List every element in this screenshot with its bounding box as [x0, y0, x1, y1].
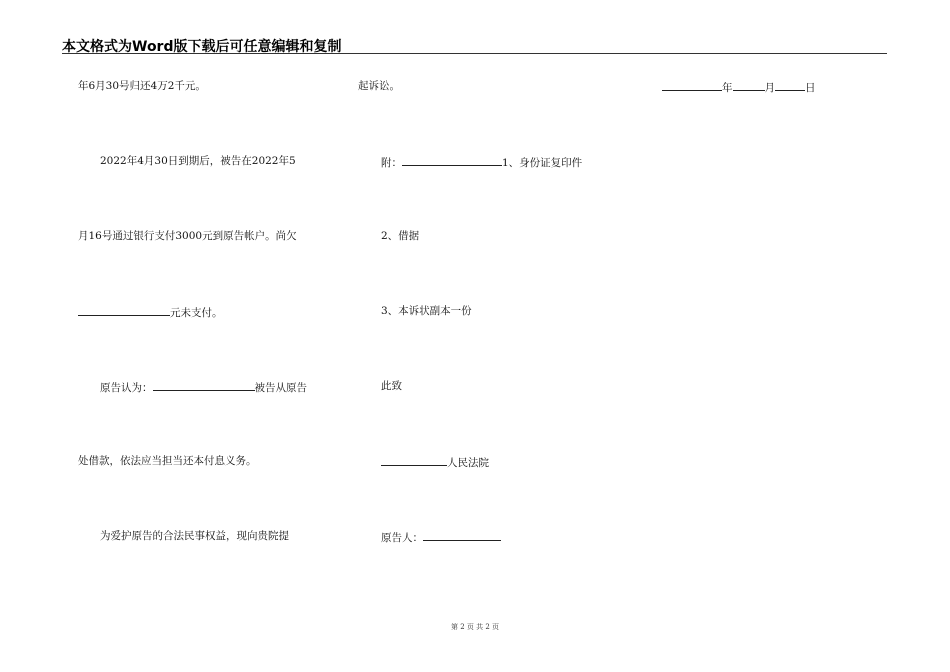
attachment-item-3: 3、本诉状副本一份 [381, 305, 472, 317]
left-line-5-suffix: 被告从原告 [254, 382, 307, 394]
reason-blank [153, 380, 255, 391]
page-number-footer: 第 2 页 共 2 页 [450, 623, 500, 631]
attachment-item-1: 1、身份证复印件 [502, 157, 583, 169]
year-blank [662, 80, 722, 91]
date-line [662, 80, 816, 94]
court-label: 人民法院 [447, 457, 489, 469]
month-label: 月 [764, 82, 775, 94]
year-label: 年 [722, 82, 733, 94]
middle-line-1: 起诉讼。 [358, 80, 400, 92]
attachments-blank [402, 155, 502, 166]
attachments-label: 附： [381, 157, 402, 169]
month-blank [733, 80, 765, 91]
left-line-5 [100, 380, 307, 394]
left-line-3: 月16号通过银行支付3000元到原告帐户。尚欠 [78, 230, 297, 242]
left-line-4 [78, 305, 223, 319]
left-line-1: 年6月30号归还4万2千元。 [78, 80, 206, 92]
middle-line-2 [381, 155, 582, 169]
document-header-title: 本文格式为Word版下载后可任意编辑和复制 [62, 39, 342, 55]
amount-blank [78, 305, 170, 316]
left-line-4-text: 元未支付。 [170, 307, 223, 319]
court-name-blank [381, 455, 447, 466]
plaintiff-label: 原告人： [381, 532, 423, 544]
left-line-5-prefix: 原告认为： [100, 382, 153, 394]
header-divider [62, 53, 887, 54]
left-line-7: 为爱护原告的合法民事权益，现向贵院提 [100, 530, 289, 542]
plaintiff-name-blank [423, 530, 501, 541]
day-label: 日 [805, 82, 816, 94]
plaintiff-line [381, 530, 501, 544]
court-line [381, 455, 489, 469]
left-line-2: 2022年4月30日到期后，被告在2022年5 [100, 155, 296, 167]
attachment-item-2: 2、借据 [381, 230, 420, 242]
day-blank [775, 80, 805, 91]
salutation: 此致 [381, 380, 402, 392]
left-line-6: 处借款，依法应当担当还本付息义务。 [78, 455, 257, 467]
